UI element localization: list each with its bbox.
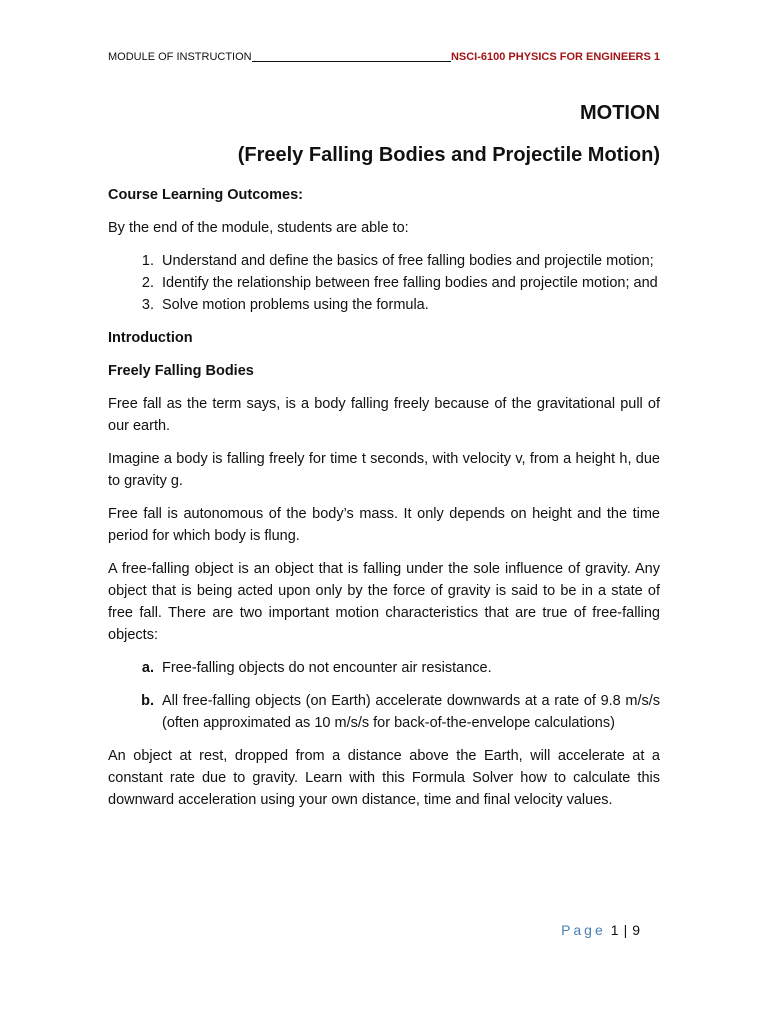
header-course-code: NSCI-6100 PHYSICS FOR ENGINEERS 1 xyxy=(450,51,660,63)
outcomes-list xyxy=(108,250,660,316)
paragraph: Imagine a body is falling freely for time t seconds, with velocity v, from a height h, due to gravity g. xyxy=(108,451,660,489)
document-subtitle: (Freely Falling Bodies and Projectile Motion) xyxy=(237,144,660,166)
list-text: All free-falling objects (on Earth) accelerate downwards at a rate of 9.8 m/s/s (often approximated as 10 m/s/s for back-of-the-envelope calculations) xyxy=(162,693,660,731)
free-fall-subheading: Freely Falling Bodies xyxy=(108,363,254,379)
outcomes-heading: Course Learning Outcomes: xyxy=(108,187,303,203)
page-label: Page xyxy=(561,922,606,938)
paragraph: A free-falling object is an object that is falling under the sole influence of gravity. Any object that is being acted upon only by the force of gravity is said to be in a state of free fall. There are two important motion characteristics that are true of free-falling objects: xyxy=(108,561,660,643)
list-letter: a. xyxy=(141,660,154,676)
characteristics-list xyxy=(108,657,660,734)
list-item xyxy=(108,272,660,294)
document-title: MOTION xyxy=(580,102,660,124)
outcomes-intro: By the end of the module, students are able to: xyxy=(108,220,409,236)
header-module-label: MODULE OF INSTRUCTION xyxy=(108,51,252,63)
paragraph: Free fall as the term says, is a body falling freely because of the gravitational pull of our earth. xyxy=(108,396,660,434)
list-item xyxy=(108,657,660,679)
list-text: Identify the relationship between free falling bodies and projectile motion; and xyxy=(162,275,658,291)
page-current: 1 xyxy=(610,922,619,938)
header-rule xyxy=(252,61,451,62)
document-body xyxy=(108,184,660,822)
page-separator: | xyxy=(623,922,628,938)
list-number: 1. xyxy=(141,253,154,269)
list-letter: b. xyxy=(141,693,154,709)
list-number: 3. xyxy=(141,297,154,313)
list-number: 2. xyxy=(141,275,154,291)
list-item xyxy=(108,250,660,272)
list-text: Solve motion problems using the formula. xyxy=(162,297,429,313)
list-item xyxy=(108,294,660,316)
list-text: Understand and define the basics of free falling bodies and projectile motion; xyxy=(162,253,654,269)
closing-paragraph: An object at rest, dropped from a distance above the Earth, will accelerate at a constant rate due to gravity. Learn with this Formula Solver how to calculate this downward acceleration using your own distance, time and final velocity values. xyxy=(108,748,660,808)
page-footer xyxy=(561,922,640,938)
list-text: Free-falling objects do not encounter air resistance. xyxy=(162,660,492,676)
introduction-heading: Introduction xyxy=(108,330,193,346)
paragraph: Free fall is autonomous of the body’s mass. It only depends on height and the time period for which body is flung. xyxy=(108,506,660,544)
page-total: 9 xyxy=(632,922,640,938)
list-item xyxy=(108,690,660,734)
page-header xyxy=(108,50,660,64)
